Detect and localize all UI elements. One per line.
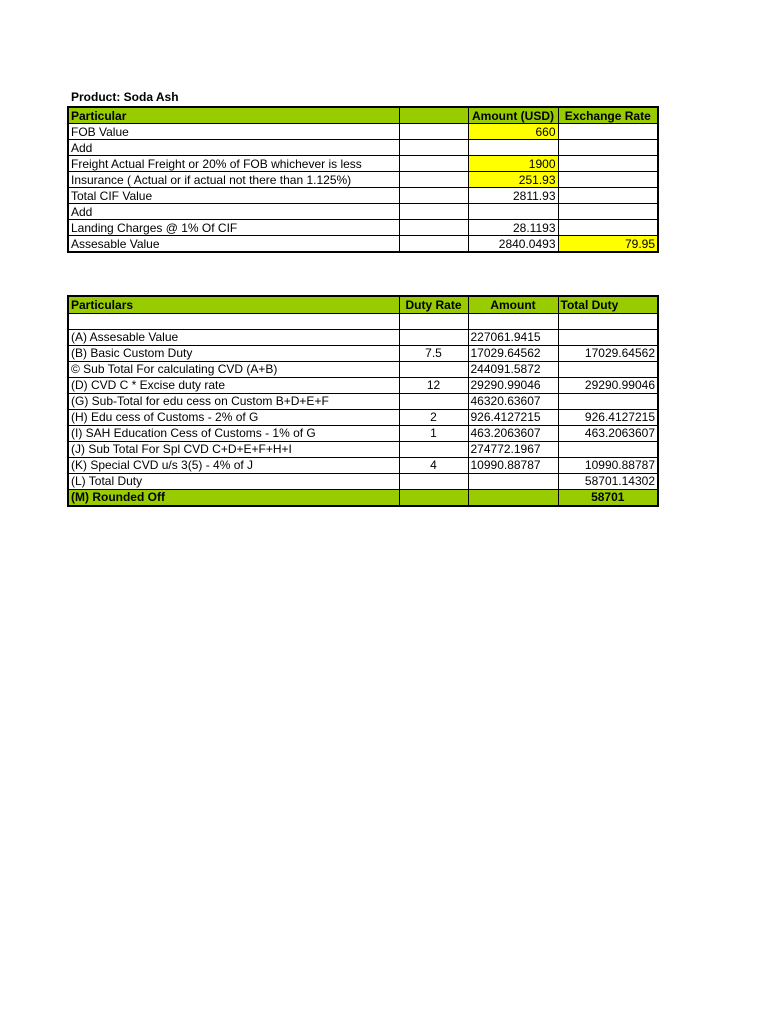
row-exchange — [558, 140, 658, 156]
row-duty-rate: 7.5 — [399, 345, 468, 361]
row-label: Landing Charges @ 1% Of CIF — [68, 220, 399, 236]
table-header-row — [68, 296, 658, 313]
table-row — [68, 441, 658, 457]
table-row — [68, 393, 658, 409]
row-label: (L) Total Duty — [68, 473, 399, 489]
header-duty-rate: Duty Rate — [399, 296, 468, 313]
row-label: (H) Edu cess of Customs - 2% of G — [68, 409, 399, 425]
row-total-duty: 29290.99046 — [558, 377, 658, 393]
row-duty-rate — [399, 313, 468, 329]
row-amount: 10990.88787 — [468, 457, 558, 473]
row-exchange — [558, 188, 658, 204]
row-amount: 28.1193 — [468, 220, 558, 236]
row-duty-rate: 2 — [399, 409, 468, 425]
table-row — [68, 172, 658, 188]
row-label: (G) Sub-Total for edu cess on Custom B+D+E+F — [68, 393, 399, 409]
table-row — [68, 204, 658, 220]
row-label: © Sub Total For calculating CVD (A+B) — [68, 361, 399, 377]
rounded-off-amount — [468, 489, 558, 506]
row-label: Assesable Value — [68, 236, 399, 253]
table-row — [68, 313, 658, 329]
row-blank — [399, 156, 468, 172]
row-total-duty: 463.2063607 — [558, 425, 658, 441]
row-total-duty — [558, 361, 658, 377]
table-row — [68, 361, 658, 377]
table-row — [68, 124, 658, 140]
cif-calculation-table — [67, 106, 659, 253]
row-amount: 46320.63607 — [468, 393, 558, 409]
row-label: FOB Value — [68, 124, 399, 140]
header-total-duty: Total Duty — [558, 296, 658, 313]
row-label: Add — [68, 140, 399, 156]
row-total-duty — [558, 313, 658, 329]
row-blank — [399, 236, 468, 253]
row-label — [68, 313, 399, 329]
row-duty-rate — [399, 361, 468, 377]
header-amount: Amount — [468, 296, 558, 313]
table-row — [68, 425, 658, 441]
row-duty-rate: 12 — [399, 377, 468, 393]
row-amount: 463.2063607 — [468, 425, 558, 441]
row-duty-rate — [399, 393, 468, 409]
row-amount[interactable]: 251.93 — [468, 172, 558, 188]
header-particular: Particular — [68, 107, 399, 124]
row-label: Freight Actual Freight or 20% of FOB whichever is less — [68, 156, 399, 172]
row-amount — [468, 473, 558, 489]
row-label: (A) Assesable Value — [68, 329, 399, 345]
row-amount: 926.4127215 — [468, 409, 558, 425]
row-exchange — [558, 220, 658, 236]
product-title: Product: Soda Ash — [71, 90, 179, 104]
row-exchange — [558, 172, 658, 188]
header-particulars: Particulars — [68, 296, 399, 313]
row-label: (J) Sub Total For Spl CVD C+D+E+F+H+I — [68, 441, 399, 457]
rounded-off-row — [68, 489, 658, 506]
rounded-off-duty-rate — [399, 489, 468, 506]
table-row — [68, 329, 658, 345]
row-duty-rate: 1 — [399, 425, 468, 441]
table-row — [68, 473, 658, 489]
row-amount: 29290.99046 — [468, 377, 558, 393]
row-blank — [399, 140, 468, 156]
row-duty-rate — [399, 329, 468, 345]
row-exchange[interactable]: 79.95 — [558, 236, 658, 253]
row-total-duty — [558, 441, 658, 457]
table-row — [68, 220, 658, 236]
row-amount: 17029.64562 — [468, 345, 558, 361]
row-duty-rate — [399, 441, 468, 457]
row-total-duty — [558, 329, 658, 345]
row-exchange — [558, 124, 658, 140]
row-label: (D) CVD C * Excise duty rate — [68, 377, 399, 393]
table-row — [68, 345, 658, 361]
table-row — [68, 188, 658, 204]
row-total-duty: 926.4127215 — [558, 409, 658, 425]
row-amount — [468, 140, 558, 156]
table-row — [68, 409, 658, 425]
table-row — [68, 140, 658, 156]
row-blank — [399, 220, 468, 236]
row-label: Total CIF Value — [68, 188, 399, 204]
row-blank — [399, 204, 468, 220]
row-total-duty — [558, 393, 658, 409]
row-amount[interactable]: 1900 — [468, 156, 558, 172]
row-amount: 227061.9415 — [468, 329, 558, 345]
row-amount: 274772.1967 — [468, 441, 558, 457]
row-blank — [399, 172, 468, 188]
row-label: Add — [68, 204, 399, 220]
row-total-duty: 10990.88787 — [558, 457, 658, 473]
header-amount-usd: Amount (USD) — [468, 107, 558, 124]
row-blank — [399, 124, 468, 140]
row-label: (B) Basic Custom Duty — [68, 345, 399, 361]
row-amount — [468, 313, 558, 329]
row-label: (I) SAH Education Cess of Customs - 1% of G — [68, 425, 399, 441]
row-duty-rate — [399, 473, 468, 489]
row-duty-rate: 4 — [399, 457, 468, 473]
table-row — [68, 457, 658, 473]
duty-calculation-table — [67, 295, 659, 507]
row-amount: 2811.93 — [468, 188, 558, 204]
row-label: Insurance ( Actual or if actual not there than 1.125%) — [68, 172, 399, 188]
row-label: (K) Special CVD u/s 3(5) - 4% of J — [68, 457, 399, 473]
row-amount: 244091.5872 — [468, 361, 558, 377]
table-row — [68, 236, 658, 253]
rounded-off-total: 58701 — [558, 489, 658, 506]
row-exchange — [558, 156, 658, 172]
row-amount[interactable]: 660 — [468, 124, 558, 140]
rounded-off-label: (M) Rounded Off — [68, 489, 399, 506]
table-row — [68, 156, 658, 172]
row-amount — [468, 204, 558, 220]
header-blank — [399, 107, 468, 124]
table-row — [68, 377, 658, 393]
row-total-duty: 58701.14302 — [558, 473, 658, 489]
row-amount: 2840.0493 — [468, 236, 558, 253]
header-exchange-rate: Exchange Rate — [558, 107, 658, 124]
row-blank — [399, 188, 468, 204]
row-exchange — [558, 204, 658, 220]
table-header-row — [68, 107, 658, 124]
row-total-duty: 17029.64562 — [558, 345, 658, 361]
